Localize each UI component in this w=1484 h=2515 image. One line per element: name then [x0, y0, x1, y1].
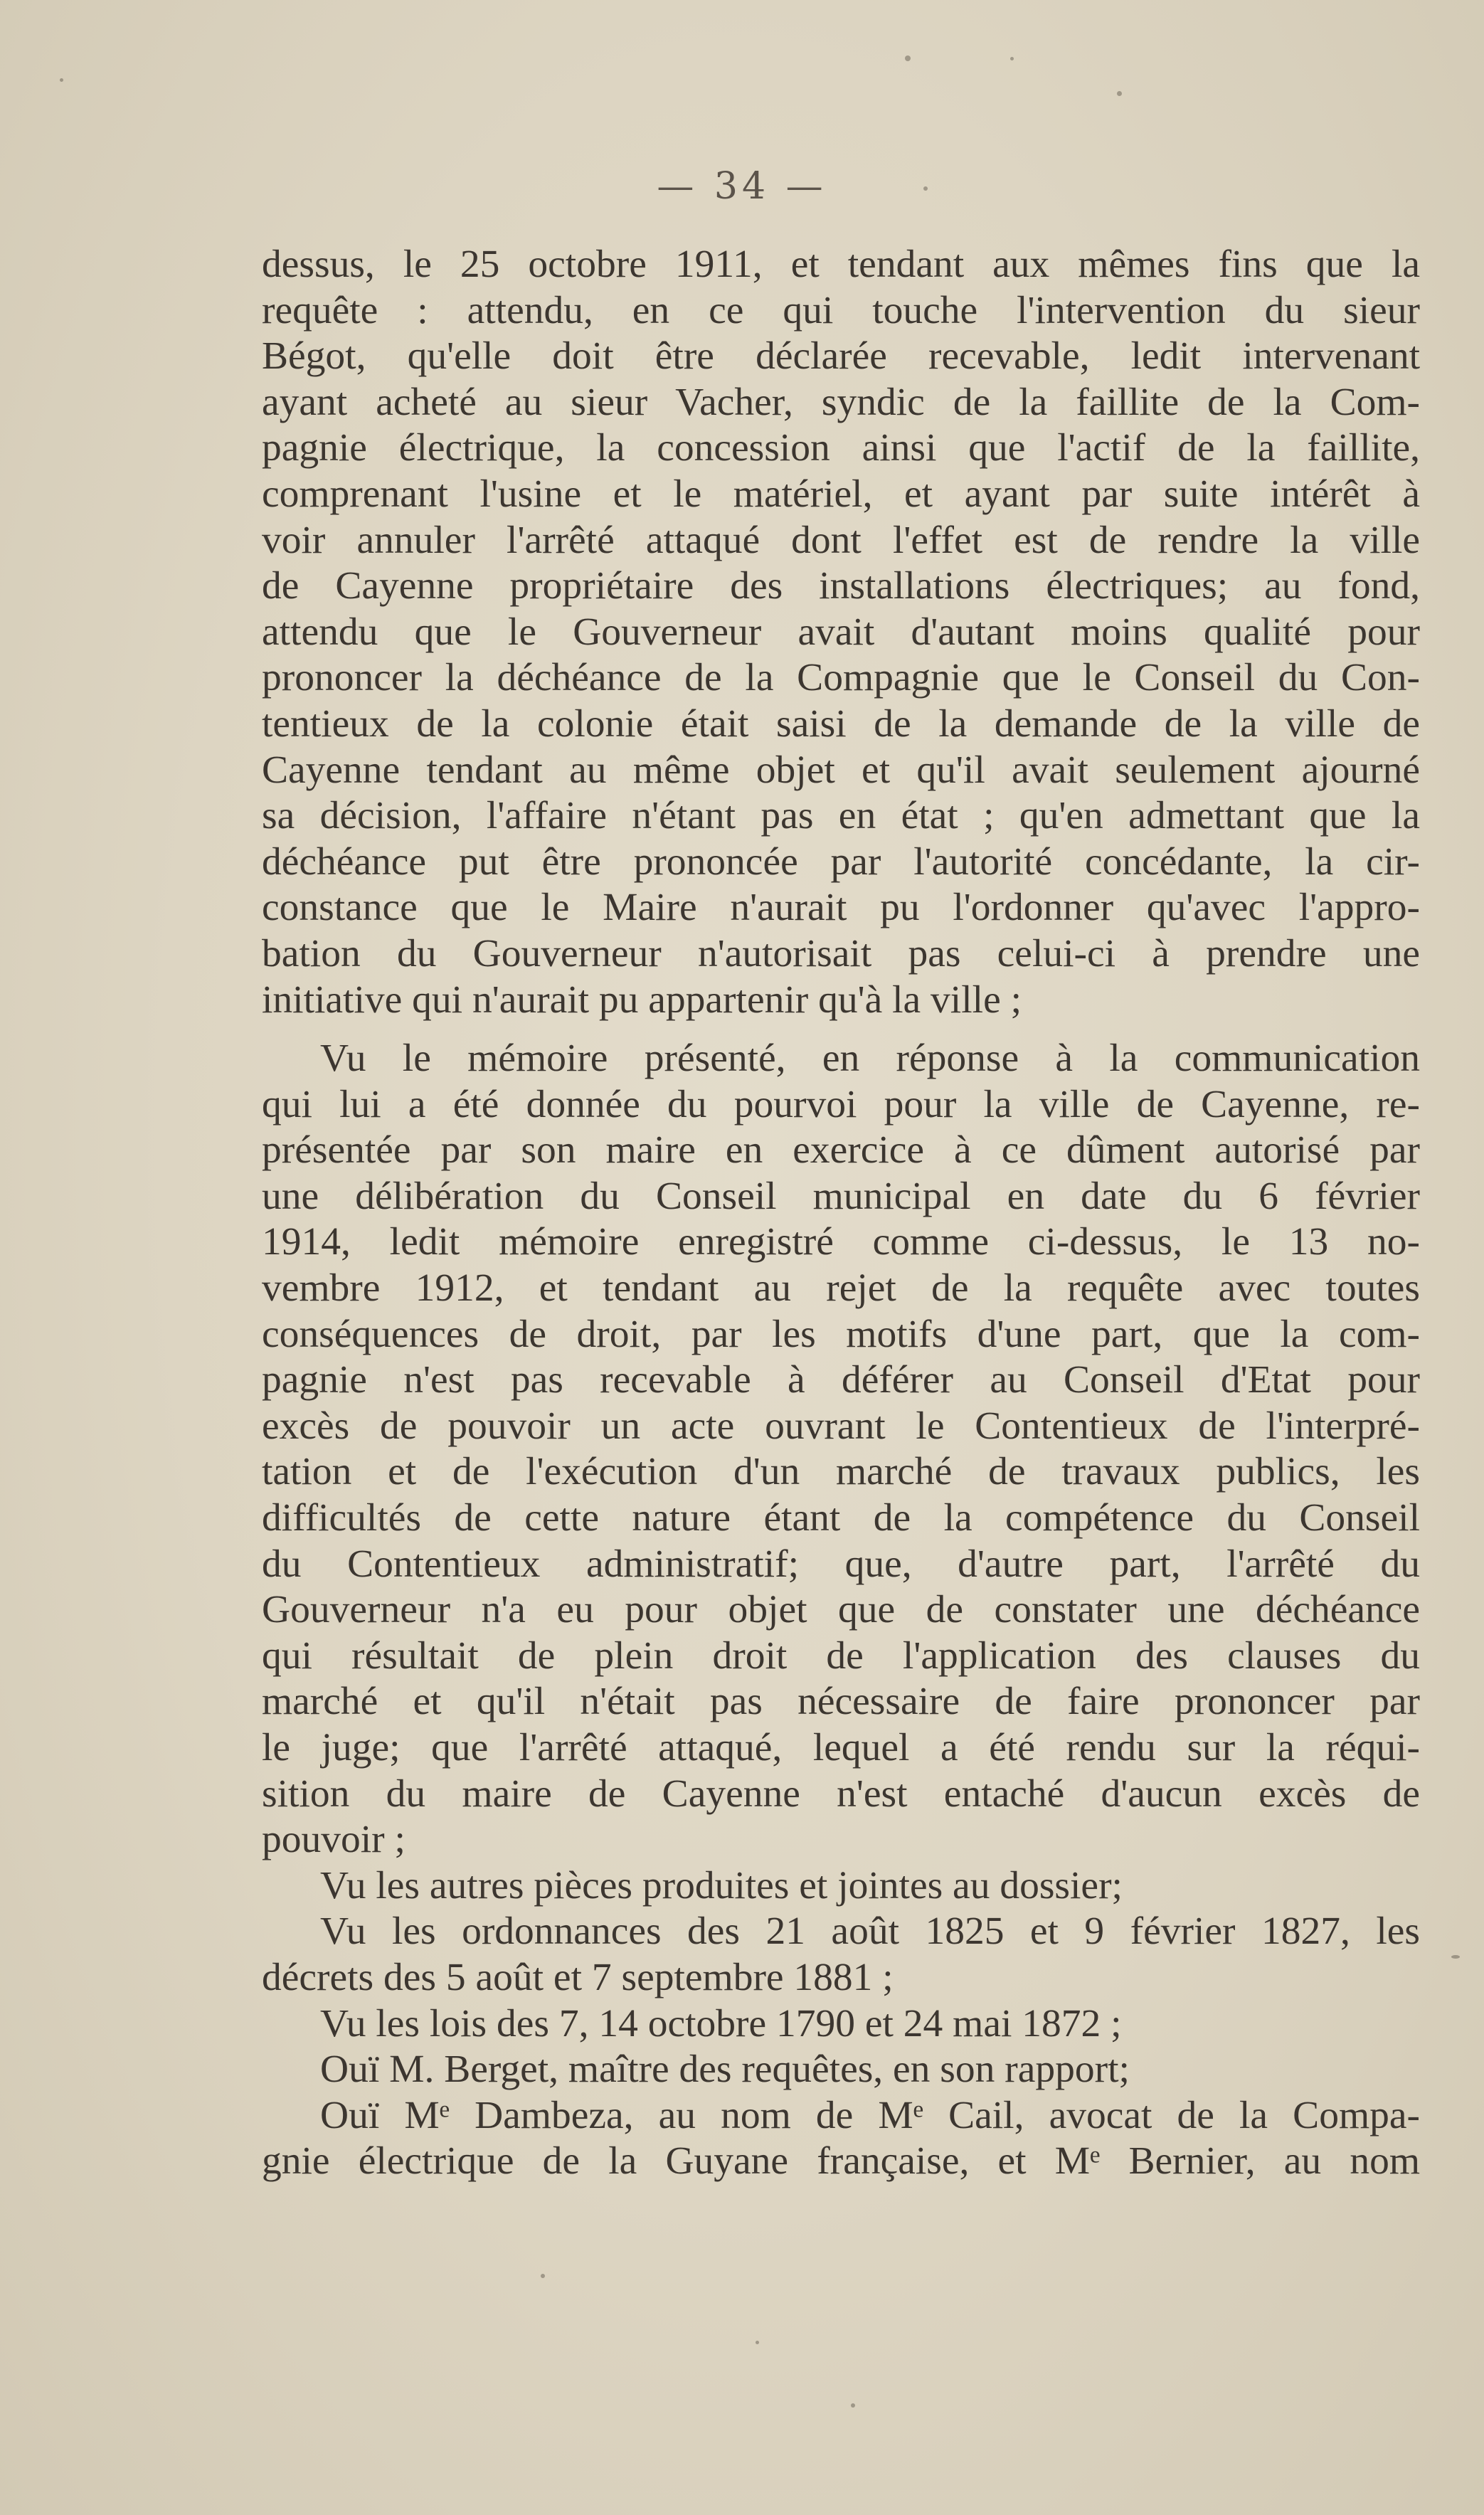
paper-speck: [541, 2274, 545, 2278]
text-line: Cayenne tendant au même objet et qu'il avait seulement ajourné: [262, 748, 1420, 792]
text-line: difficultés de cette nature étant de la compétence du Conseil: [262, 1496, 1420, 1540]
paper-speck: [851, 2403, 855, 2408]
paragraph: [262, 2047, 1420, 2093]
paragraph: [262, 2001, 1420, 2048]
text-line: déchéance put être prononcée par l'autorité concédante, la cir-: [262, 840, 1420, 884]
text-line: tentieux de la colonie était saisi de la demande de la ville de: [262, 701, 1420, 746]
paragraph: [262, 242, 1420, 1023]
text-line: initiative qui n'aurait pu appartenir qu'à la ville ;: [262, 978, 1022, 1022]
text-line: attendu que le Gouverneur avait d'autant moins qualité pour: [262, 610, 1420, 654]
paper-speck: [1451, 1955, 1460, 1959]
text-line: pagnie électrique, la concession ainsi que l'actif de la faillite,: [262, 426, 1420, 470]
text-line: présentée par son maire en exercice à ce dûment autorisé par: [262, 1128, 1420, 1172]
paragraph: [262, 1863, 1420, 1910]
text-line: de Cayenne propriétaire des installations électriques; au fond,: [262, 564, 1420, 608]
text-line: comprenant l'usine et le matériel, et ayant par suite intérêt à: [262, 472, 1420, 516]
text-line: sition du maire de Cayenne n'est entaché d'aucun excès de: [262, 1772, 1420, 1816]
text-line: gnie électrique de la Guyane française, et Mᵉ Bernier, au nom: [262, 2139, 1420, 2183]
text-line: pouvoir ;: [262, 1818, 406, 1862]
text-line: bation du Gouverneur n'autorisait pas celui-ci à prendre une: [262, 931, 1420, 975]
text-line: qui lui a été donnée du pourvoi pour la ville de Cayenne, re-: [262, 1082, 1420, 1126]
text-line: le juge; que l'arrêté attaqué, lequel a été rendu sur la réqui-: [262, 1726, 1420, 1769]
text-line: constance que le Maire n'aurait pu l'ordonner qu'avec l'appro-: [262, 886, 1420, 930]
paper-speck: [905, 55, 911, 61]
text-line: Ouï Mᵉ Dambeza, au nom de Mᵉ Cail, avocat de la Compa-: [320, 2093, 1420, 2137]
text-line: pagnie n'est pas recevable à déférer au Conseil d'Etat pour: [262, 1358, 1420, 1402]
paragraph: [262, 1036, 1420, 1863]
paragraph: [262, 1909, 1420, 2001]
text-line: tation et de l'exécution d'un marché de travaux publics, les: [262, 1450, 1420, 1494]
text-line: qui résultait de plein droit de l'application des clauses du: [262, 1634, 1420, 1678]
paper-speck: [1010, 57, 1014, 60]
text-line: Gouverneur n'a eu pour objet que de constater une déchéance: [262, 1588, 1420, 1632]
text-line: Bégot, qu'elle doit être déclarée recevable, ledit intervenant: [262, 334, 1420, 378]
text-line: voir annuler l'arrêté attaqué dont l'effet est de rendre la ville: [262, 518, 1420, 562]
page-number: — 34 —: [657, 165, 827, 208]
paper-speck: [1117, 91, 1122, 96]
text-line: Vu les ordonnances des 21 août 1825 et 9 février 1827, les: [320, 1910, 1420, 1954]
text-line: Vu les autres pièces produites et jointes au dossier;: [320, 1863, 1123, 1907]
text-line: Ouï M. Berget, maître des requêtes, en son rapport;: [320, 2048, 1130, 2092]
text-line: vembre 1912, et tendant au rejet de la requête avec toutes: [262, 1266, 1420, 1311]
body-text: [262, 242, 1420, 2185]
text-line: une délibération du Conseil municipal en date du 6 février: [262, 1174, 1420, 1218]
text-line: Vu les lois des 7, 14 octobre 1790 et 24 mai 1872 ;: [320, 2001, 1122, 2045]
text-line: du Contentieux administratif; que, d'autre part, l'arrêté du: [262, 1542, 1420, 1586]
text-line: Vu le mémoire présenté, en réponse à la communication: [320, 1037, 1420, 1081]
text-line: dessus, le 25 octobre 1911, et tendant aux mêmes fins que la: [262, 243, 1420, 286]
text-line: conséquences de droit, par les motifs d'une part, que la com-: [262, 1312, 1420, 1356]
text-line: 1914, ledit mémoire enregistré comme ci-dessus, le 13 no-: [262, 1220, 1420, 1264]
paper-speck: [60, 78, 63, 82]
text-line: décrets des 5 août et 7 septembre 1881 ;: [262, 1955, 894, 1999]
paper-speck: [923, 186, 928, 191]
text-line: prononcer la déchéance de la Compagnie que le Conseil du Con-: [262, 656, 1420, 700]
paper-speck: [756, 2341, 759, 2344]
paragraph: [262, 2093, 1420, 2185]
text-line: ayant acheté au sieur Vacher, syndic de la faillite de la Com-: [262, 380, 1420, 424]
text-line: sa décision, l'affaire n'étant pas en état ; qu'en admettant que la: [262, 794, 1420, 838]
text-line: requête : attendu, en ce qui touche l'intervention du sieur: [262, 288, 1420, 332]
text-line: marché et qu'il n'était pas nécessaire de faire prononcer par: [262, 1680, 1420, 1724]
text-line: excès de pouvoir un acte ouvrant le Contentieux de l'interpré-: [262, 1404, 1420, 1448]
